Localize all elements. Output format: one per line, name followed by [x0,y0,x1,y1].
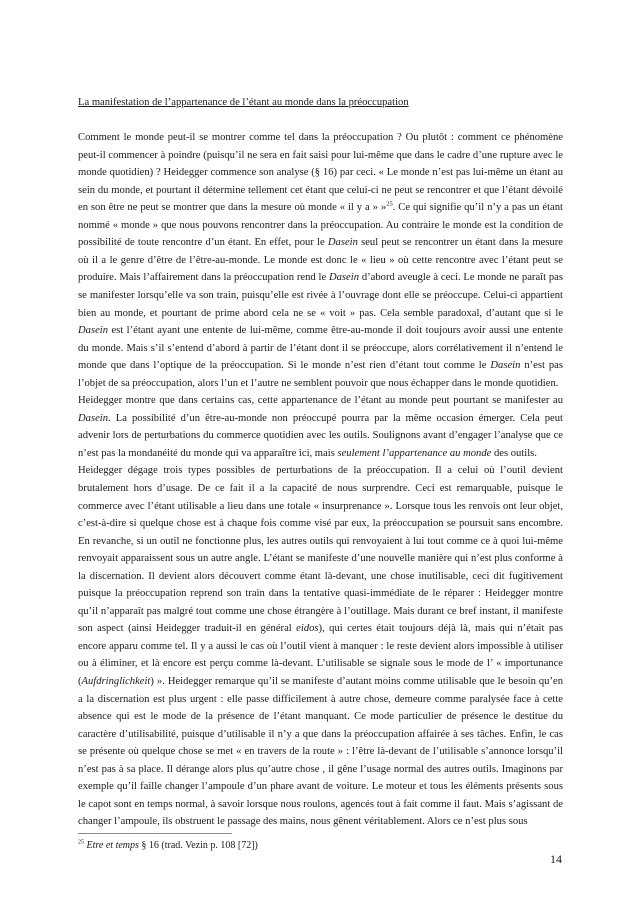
footnote-title: Etre et temps [86,840,139,851]
footnote [78,840,563,851]
text-run: . La possibilité d’un être-au-monde non préoccupé pourra par la même occasion émerger. Cela peut advenir lors de perturbations du commerce quotidien avec les outils. Soulignons avant d’engager l’analyse que ce n’est pas la mondanéité du monde qui va apparaître ici, mais [78,412,563,459]
text-run: seul peut se rencontrer un étant dans la mesure où il a le genre d’être de l’être-au-monde. Le monde est donc le « lieu » où cette rencontre avec l’étant peut se produire. Mais l’affairement dans la préoccupation rend le [78,237,563,284]
page-body [78,94,563,831]
section-heading: La manifestation de l’appartenance de l’étant au monde dans la préoccupation [78,97,409,108]
paragraph-3 [78,462,563,830]
text-run: d’abord aveugle à ceci. Le monde ne paraît pas se manifester lorsqu’elle va son train, puisqu’elle est rivée à l’ouvrage dont elle se préoccupe. Celui-ci appartient bien au monde, et pourtant de prime abord cela ne se « voit » pas. Cela semble paradoxal, d’autant que si le [78,272,563,319]
italic-term: Aufdringlichkeit [81,676,151,687]
italic-emphasis: seulement l’appartenance au monde [337,447,492,459]
text-run: ), qui certes était toujours déjà là, mais qui n’était pas encore apparu comme tel. Il y a aussi le cas où l’outil vient à manquer : le reste devient alors impossible à utiliser ou à éliminer, et là encore est perçu comme là-devant. L’utilisable se signale sous le mode de l’ « importunance ( [78,623,563,687]
text-run: Heidegger dégage trois types possibles de perturbations de la préoccupation. Il a celui où l’outil devient brutalement hors d’usage. De ce fait il a la capacité de nous surprendre. Ceci est remarquable, puisque le commerce avec l’étant utilisable a lieu dans une totale « insurprenance ». Lorsque tous les renvois ont leur objet, c’est-à-dire si quelque chose est à chaque fois comme visé par eux, la préoccupation se poursuit sans encombre. En revanche, si un outil ne fonctionne plus, les autres outils qui renvoyaient à lui tout comme ce à quoi lui-même renvoyait apparaissent sous un autre angle. L’étant se manifeste d’une nouvelle manière qui n’est plus conforme à la discernation. Il devient alors découvert comme étant là-devant, une chose inutilisable, ceci dit fugitivement puisque la préoccupation reprend son train dans la tentative quasi-immédiate de le réparer : Heidegger montre qu’il n’apparaît pas malgré tout comme une chose étrangère à l’outillage. Mais durant ce bref instant, il manifeste son aspect (ainsi Heidegger traduit-il en général [78,465,563,635]
text-run: n’est pas l’objet de sa préoccupation, alors l’un et l’autre ne semblent pouvoir que nous échapper dans le monde quotidien. [78,360,564,389]
text-run: Heidegger montre que dans certains cas, cette appartenance de l’étant au monde peut pourtant se manifester au [78,395,563,407]
footnote-text: § 16 (trad. Vezin p. 108 [72]) [138,840,258,851]
text-run: des outils. [491,447,537,459]
italic-term: Dasein [78,412,109,424]
text-run: est l’étant ayant une entente de lui-même, comme être-au-monde il doit toujours avoir aussi une entente du monde. Mais s’il s’entend d’abord à partir de l’étant dont il se préoccupe, alors corrélativement il n’entend le monde que dans l’optique de la préoccupation. Si le monde n’est rien d’étant tout comme le [78,325,563,372]
text-run: ) ». Heidegger remarque qu’il se manifeste d’autant moins comme utilisable que le besoin qu’en a la discernation est plus urgent : elle passe difficilement à autre chose, demeure comme paralysée face à cette absence qui est le mode de la présence de l’étant manquant. Ce mode particulier de présence le destitue du caractère d’utilisabilité, puisque d’utilisable il n’y a que dans la préoccupation affairée à ses tâches. Enfin, le cas se présente où quelque chose se met « en travers de la route » : l’être là-devant de l’utilisable s’annonce lorsqu’il n’est pas à sa place. Il dérange alors plus qu’autre chose , il gêne l’usage normal des autres outils. Imaginons par exemple qu’il faille changer l’ampoule d’un phare avant de voiture. Le moteur et tous les éléments présents sous le capot sont en temps normal, à savoir lorsque nous roulons, agencés tout à fait comme il faut. Mais s’agissant de changer l’ampoule, ils obstruent le passage des mains, nous gênent véritablement. Alors ce n’est plus sous [78,676,563,828]
footnote-separator [78,833,232,834]
italic-term: Dasein [490,360,521,372]
italic-term: Dasein [327,237,358,249]
paragraph-1 [78,129,563,392]
page-number: 14 [550,852,562,866]
paragraph-2 [78,392,563,462]
italic-term: Dasein [78,325,109,337]
footnote-reference[interactable]: 25 [386,200,393,208]
text-run: . Ce qui signifie qu’il n’y a pas un étant nommé « monde » que nous pouvons rencontrer dans la préoccupation. Au contraire le monde est la condition de possibilité de toute rencontre d’un étant. En effet, pour le [78,202,563,249]
footnote-number: 25 [78,839,84,846]
italic-term: Dasein [328,272,359,284]
italic-term: eidos [296,623,319,635]
text-run: Comment le monde peut-il se montrer comme tel dans la préoccupation ? Ou plutôt : comment ce phénomène peut-il commencer à poindre (puisqu’il ne sera en fait saisi pour lui-même que dans le cadre d’une rupture avec le monde quotidien) ? Heidegger commence son analyse (§ 16) par ceci. « Le monde n’est pas lui-même un étant au sein du monde, et pourtant il détermine tellement cet étant que celui-ci ne peut se rencontrer et que l’étant dévoilé en son être ne peut se montrer que dans la mesure où monde « il y a » » [78,132,563,214]
